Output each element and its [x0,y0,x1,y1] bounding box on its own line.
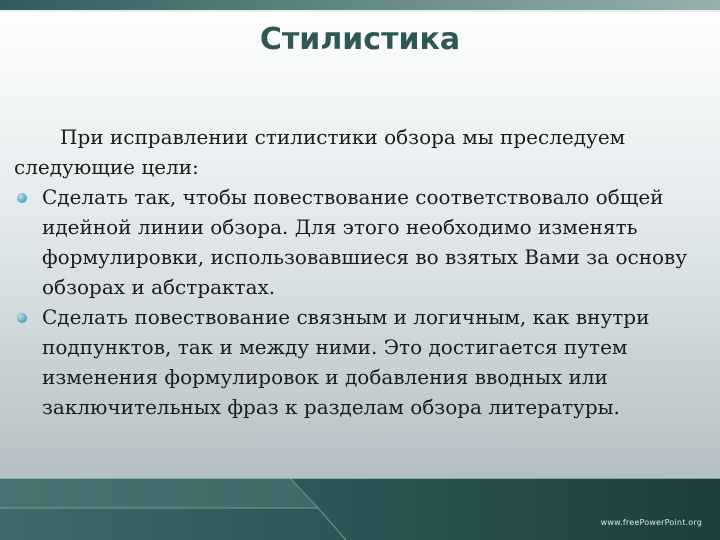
slide-title: Стилистика [259,22,461,57]
top-decor-rule [0,10,720,12]
intro-paragraph: При исправлении стилистики обзора мы преследуем следующие цели: [14,125,626,179]
bullet-text: Сделать повествование связным и логичным, как внутри подпунктов, так и между ними. Это достигается путем изменения формулировок и добавления вводных или заключительных фраз к разделам обзора литературы. [42,305,650,419]
slide-body [14,122,704,422]
bullet-dot-icon [17,193,27,203]
footer-band [0,478,720,540]
bullet-text: Сделать так, чтобы повествование соответствовало общей идейной линии обзора. Для этого необходимо изменять формулировки, использовавшиеся во взятых Вами за основу обзорах и абстрактах. [42,185,688,299]
top-decor-bar [0,0,720,10]
bullet-list [14,182,704,422]
footer-decor [0,478,720,540]
footer-url: www.freePowerPoint.org [600,518,702,527]
bullet-item [14,302,704,422]
bullet-item [14,182,704,302]
bullet-dot-icon [17,313,27,323]
